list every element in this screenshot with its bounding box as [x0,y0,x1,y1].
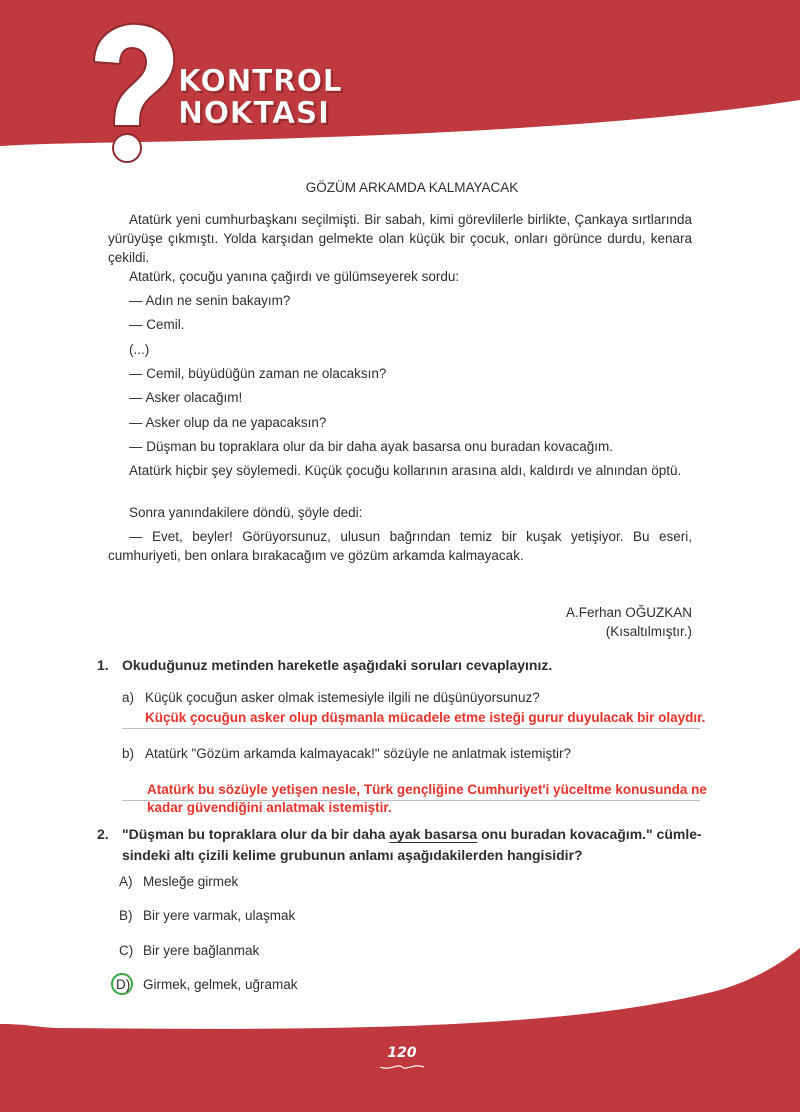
question-1a-letter: a) [122,690,135,705]
question-2-text-line2: sindeki altı çizili kelime grubunun anlamı aşağıdakilerden hangisidir? [122,847,583,863]
option-b-letter: B) [119,908,133,923]
underlined-phrase: ayak basarsa [389,826,478,842]
question-1b-answer-line1: Atatürk bu sözüyle yetişen nesle, Türk gençliğine Cumhuriyet'i yüceltme konusunda ne [147,782,707,797]
header-title-noktasi: NOKTASI [178,96,330,131]
option-a-text: Mesleğe girmek [143,874,239,889]
option-b-text: Bir yere varmak, ulaşmak [143,908,296,923]
story-paragraph-5: — Evet, beyler! Görüyorsunuz, ulusun bağrından temiz bir kuşak yetişiyor. Bu eseri, cumhuriyeti, ben onlara bırakacağım ve gözüm arkamda kalmayacak. [108,529,692,563]
story-paragraph-1: Atatürk yeni cumhurbaşkanı seçilmişti. Bir sabah, kimi görevlilerle birlikte, Çankaya sırtlarında yürüyüşe çıkmıştı. Yolda karşıdan gelmekte olan küçük bir çocuk, onları görünce durdu, kenara çekildi. [108,212,692,265]
story-title: GÖZÜM ARKAMDA KALMAYACAK [305,180,519,195]
dialogue-line: — Cemil. [129,317,185,332]
question-2-text-part: onu buradan kovacağım." cümle- [477,826,702,842]
story-paragraph-3: Atatürk hiçbir şey söylemedi. Küçük çocuğu kollarının arasına aldı, kaldırdı ve alnından öptü. [129,463,682,478]
option-c-letter: C) [119,943,134,958]
dialogue-line: — Adın ne senin bakayım? [129,293,291,308]
dialogue-line: — Asker olacağım! [129,390,243,405]
option-d-text: Girmek, gelmek, uğramak [143,977,298,992]
page-number: 120 [387,1045,417,1061]
story-paragraph-2: Atatürk, çocuğu yanına çağırdı ve gülümseyerek sordu: [129,269,460,284]
dialogue-line: — Asker olup da ne yapacaksın? [129,415,327,430]
ellipsis-line: (...) [129,342,150,357]
footer-band [0,930,800,1112]
page-number-swirl-icon [378,1062,426,1072]
question-1a-text: Küçük çocuğun asker olmak istemesiyle ilgili ne düşünüyorsunuz? [145,690,540,705]
header-title-kontrol: KONTROL [178,64,343,99]
story-paragraph-4: Sonra yanındakilere döndü, şöyle dedi: [129,505,363,520]
dialogue-line: — Cemil, büyüdüğün zaman ne olacaksın? [129,366,387,381]
author-name: A.Ferhan OĞUZKAN [565,605,692,620]
question-2-text [122,824,702,866]
question-2-text-part: "Düşman bu topraklara olur da bir daha [122,826,390,842]
question-1b-answer-line2: kadar güvendiğini anlatmak istemiştir. [147,800,392,815]
question-1-number: 1. [97,657,109,673]
question-1-text: Okuduğunuz metinden hareketle aşağıdaki soruları cevaplayınız. [122,657,553,673]
question-2-number: 2. [97,826,109,842]
option-c-text: Bir yere bağlanmak [143,943,260,958]
answer-line [122,728,700,729]
question-1b-text: Atatürk "Gözüm arkamda kalmayacak!" sözüyle ne anlatmak istemiştir? [145,746,571,761]
abridged-note: (Kısaltılmıştır.) [605,624,692,639]
question-1b-letter: b) [122,746,135,761]
question-1a-answer: Küçük çocuğun asker olup düşmanla mücadele etme isteği gurur duyulacak bir olaydır. [145,710,706,725]
dialogue-line: — Düşman bu topraklara olur da bir daha ayak basarsa onu buradan kovacağım. [129,439,614,454]
question-mark-icon [80,18,180,166]
option-a-letter: A) [119,874,133,889]
option-d-letter: D) [116,977,131,992]
